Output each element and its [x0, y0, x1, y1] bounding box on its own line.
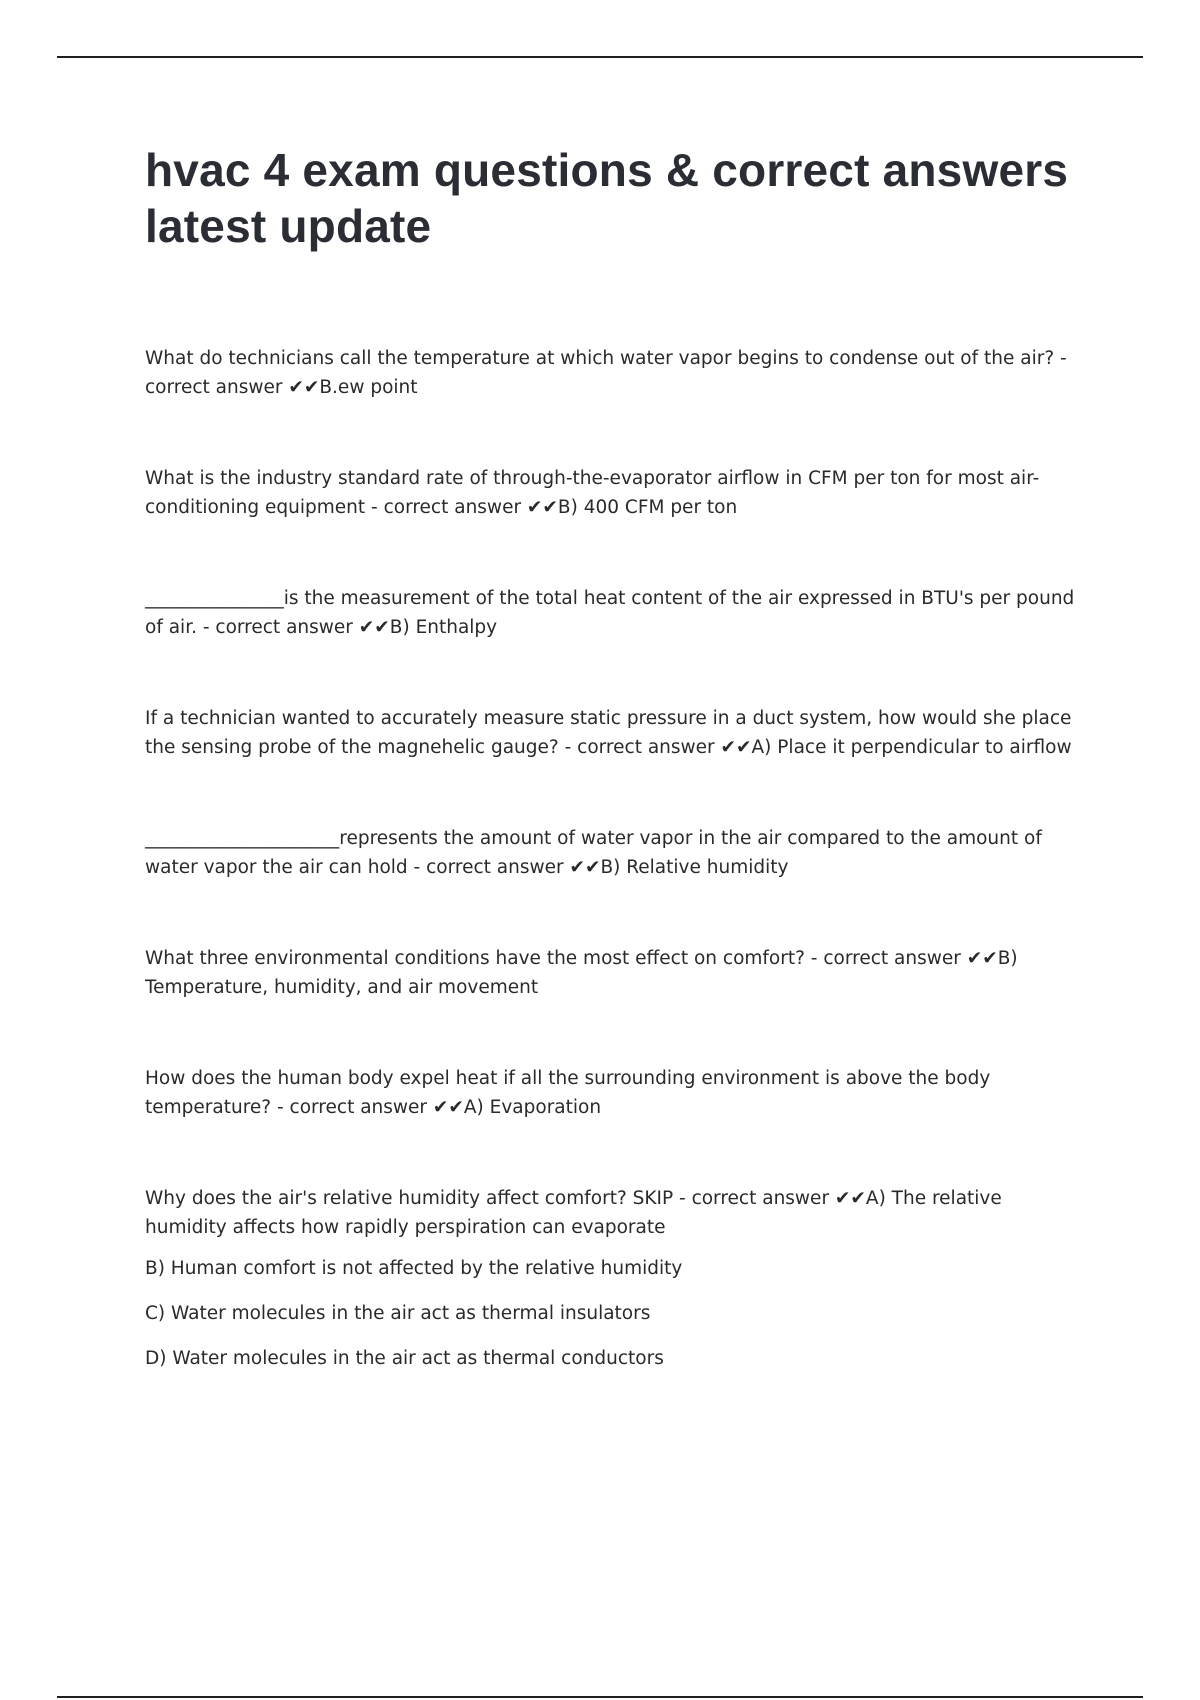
- question-item: What is the industry standard rate of through-the-evaporator airflow in CFM per ton for most air-conditioning equipment - correct answer ✔✔B) 400 CFM per ton: [145, 468, 1040, 518]
- bottom-rule: [57, 1696, 1143, 1698]
- question-item: What three environmental conditions have the most effect on comfort? - correct answer ✔✔B) Temperature, humidity, and air movement: [145, 948, 1018, 998]
- top-rule: [57, 56, 1143, 58]
- option-item: D) Water molecules in the air act as thermal conductors: [145, 1348, 664, 1369]
- document-body: [145, 142, 1085, 1389]
- question-item: If a technician wanted to accurately measure static pressure in a duct system, how would she place the sensing probe of the magnehelic gauge? - correct answer ✔✔A) Place it perpendicular to airflow: [145, 708, 1072, 758]
- question-item: How does the human body expel heat if all the surrounding environment is above the body temperature? - correct answer ✔✔A) Evaporation: [145, 1068, 991, 1118]
- option-item: B) Human comfort is not affected by the relative humidity: [145, 1258, 683, 1279]
- answer-options: [145, 1254, 1085, 1373]
- question-item: _____________________represents the amount of water vapor in the air compared to the amount of water vapor the air can hold - correct answer ✔✔B) Relative humidity: [145, 828, 1042, 878]
- document-title: hvac 4 exam questions & correct answers latest update: [145, 144, 1069, 252]
- question-item: _______________is the measurement of the total heat content of the air expressed in BTU's per pound of air. - correct answer ✔✔B) Enthalpy: [145, 588, 1075, 638]
- question-list: [145, 344, 1085, 1373]
- option-item: C) Water molecules in the air act as thermal insulators: [145, 1303, 651, 1324]
- question-item: What do technicians call the temperature at which water vapor begins to condense out of the air? - correct answer ✔✔B.ew point: [145, 348, 1067, 398]
- question-item: Why does the air's relative humidity affect comfort? SKIP - correct answer ✔✔A) The relative humidity affects how rapidly perspiration can evaporate: [145, 1188, 1002, 1238]
